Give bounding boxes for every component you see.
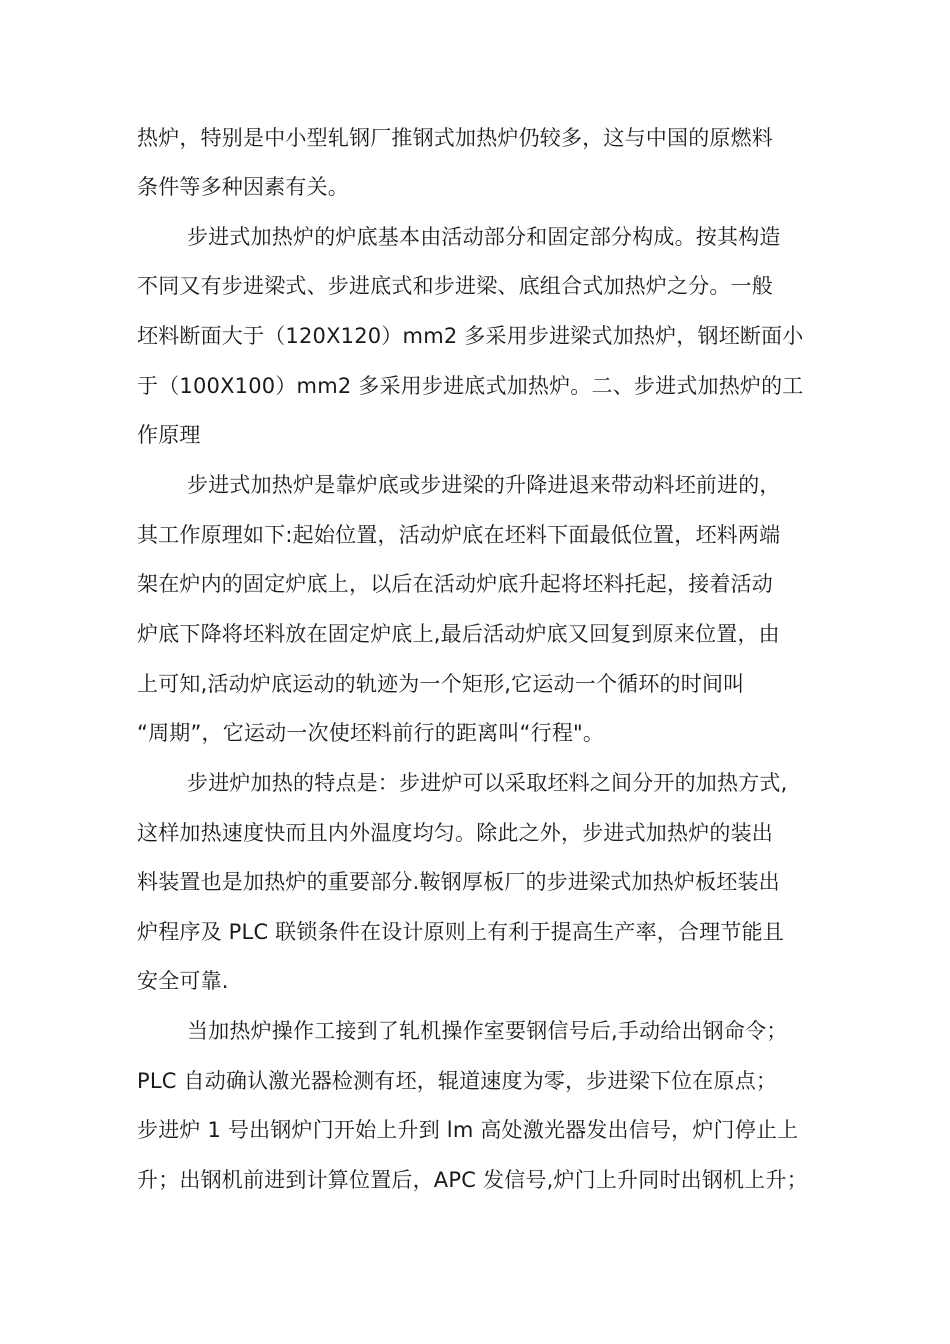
text-line: 上可知,活动炉底运动的轨迹为一个矩形,它运动一个循环的时间叫 (137, 672, 745, 696)
text-line: 这样加热速度快而且内外温度均匀。除此之外，步进式加热炉的装出 (137, 821, 773, 845)
paragraph-first-line: 步进式加热炉是靠炉底或步进梁的升降进退来带动料坯前进的， (187, 473, 781, 497)
text-line: 其工作原理如下:起始位置，活动炉底在坯料下面最低位置，坯料两端 (137, 523, 781, 547)
paragraph-first-line: 步进式加热炉的炉底基本由活动部分和固定部分构成。按其构造 (187, 225, 781, 249)
text-line: 安全可靠. (137, 969, 229, 993)
text-line: 料装置也是加热炉的重要部分.鞍钢厚板厂的步进梁式加热炉板坯装出 (137, 870, 780, 894)
text-line: “周期”，它运动一次使坯料前行的距离叫“行程"。 (137, 721, 605, 745)
text-line: 炉程序及 PLC 联锁条件在设计原则上有利于提高生产率，合理节能且 (137, 920, 784, 944)
text-line: 不同又有步进梁式、步进底式和步进梁、底组合式加热炉之分。一般 (137, 274, 773, 298)
text-line: 热炉，特别是中小型轧钢厂推钢式加热炉仍较多，这与中国的原燃料 (137, 126, 773, 150)
paragraph-first-line: 当加热炉操作工接到了轧机操作室要钢信号后,手动给出钢命令； (187, 1019, 788, 1043)
text-line: 条件等多种因素有关。 (137, 175, 349, 199)
text-line: 作原理 (137, 423, 201, 447)
text-line: 架在炉内的固定炉底上，以后在活动炉底升起将坯料托起，接着活动 (137, 572, 773, 596)
paragraph-first-line: 步进炉加热的特点是：步进炉可以采取坯料之间分开的加热方式, (187, 771, 788, 795)
text-line: 步进炉 1 号出钢炉门开始上升到 lm 高处激光器发出信号，炉门停止上 (137, 1118, 799, 1142)
text-line: 炉底下降将坯料放在固定炉底上,最后活动炉底又回复到原来位置，由 (137, 622, 780, 646)
text-line: 坯料断面大于（120X120）mm2 多采用步进梁式加热炉，钢坯断面小 (137, 324, 804, 348)
text-line: PLC 自动确认激光器检测有坯，辊道速度为零，步进梁下位在原点； (137, 1069, 778, 1093)
text-line: 升；出钢机前进到计算位置后，APC 发信号,炉门上升同时出钢机上升； (137, 1168, 808, 1192)
text-line: 于（100X100）mm2 多采用步进底式加热炉。二、步进式加热炉的工 (137, 374, 804, 398)
